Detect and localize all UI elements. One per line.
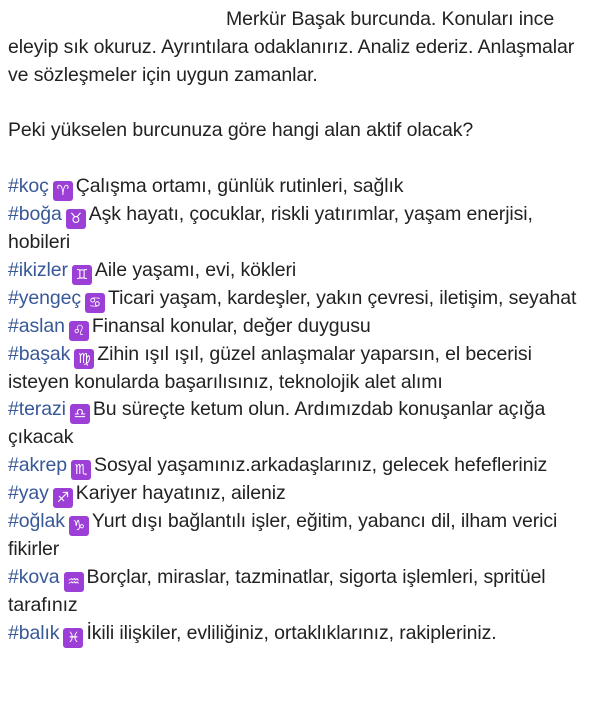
aquarius-icon: ♒ xyxy=(64,572,84,592)
pisces-icon: ♓ xyxy=(63,628,83,648)
intro-paragraph: eleyip sık okuruz. Ayrıntılara odaklanırız. Analiz ederiz. Anlaşmalar ve sözleşmeler için uygun zamanlar. xyxy=(8,35,575,86)
taurus-icon: ♉ xyxy=(66,209,86,229)
hashtag-link[interactable]: #kova xyxy=(8,565,60,588)
zodiac-row xyxy=(8,285,594,313)
hashtag-link[interactable]: #yengeç xyxy=(8,286,82,309)
hashtag-link[interactable]: #boğa xyxy=(8,202,62,225)
zodiac-row xyxy=(8,341,594,397)
question-text: Peki yükselen burcunuza göre hangi alan aktif olacak? xyxy=(8,119,474,142)
scorpio-icon: ♏ xyxy=(71,460,91,480)
hashtag-link[interactable]: #yay xyxy=(8,482,49,505)
zodiac-description: Finansal konular, değer duygusu xyxy=(91,314,371,337)
hashtag-link[interactable]: #oğlak xyxy=(8,510,65,533)
zodiac-description: Zihin ışıl ışıl, güzel anlaşmalar yaparsın, el becerisi isteyen konularda başarılısınız, teknolojik alet alımı xyxy=(8,342,532,393)
zodiac-description: İkili ilişkiler, evliliğiniz, ortaklıklarınız, rakipleriniz. xyxy=(86,621,497,644)
zodiac-description: Sosyal yaşamınız.arkadaşlarınız, gelecek hefefleriniz xyxy=(94,454,548,477)
aries-icon: ♈ xyxy=(53,181,73,201)
spacer xyxy=(8,145,594,173)
gemini-icon: ♊ xyxy=(72,265,92,285)
zodiac-description: Kariyer hayatınız, aileniz xyxy=(75,482,286,505)
zodiac-description: Aile yaşamı, evi, kökleri xyxy=(94,258,297,281)
hashtag-link[interactable]: #balık xyxy=(8,621,60,644)
leo-icon: ♌ xyxy=(69,321,89,341)
zodiac-row xyxy=(8,480,594,508)
hashtag-link[interactable]: #aslan xyxy=(8,314,65,337)
zodiac-row xyxy=(8,564,594,620)
zodiac-description: Ticari yaşam, kardeşler, yakın çevresi, iletişim, seyahat xyxy=(108,286,577,309)
zodiac-description: Bu süreçte ketum olun. Ardımızdab konuşanlar açığa çıkacak xyxy=(8,398,546,449)
zodiac-description: Yurt dışı bağlantılı işler, eğitim, yabancı dil, ilham verici fikirler xyxy=(8,510,558,561)
spacer xyxy=(8,89,594,117)
zodiac-row xyxy=(8,620,594,648)
sagittarius-icon: ♐ xyxy=(53,488,73,508)
zodiac-row xyxy=(8,508,594,564)
hashtag-link[interactable]: #koç xyxy=(8,174,49,197)
virgo-icon: ♍ xyxy=(74,349,94,369)
hashtag-link[interactable]: #akrep xyxy=(8,454,68,477)
cancer-icon: ♋ xyxy=(85,293,105,313)
zodiac-row xyxy=(8,396,594,452)
zodiac-description: Çalışma ortamı, günlük rutinleri, sağlık xyxy=(75,174,404,197)
zodiac-description: Aşk hayatı, çocuklar, riskli yatırımlar, yaşam enerjisi, hobileri xyxy=(8,202,533,253)
hashtag-link[interactable]: #terazi xyxy=(8,398,66,421)
hashtag-link[interactable]: #başak xyxy=(8,342,71,365)
capricorn-icon: ♑ xyxy=(69,516,89,536)
zodiac-row xyxy=(8,173,594,201)
zodiac-row xyxy=(8,452,594,480)
zodiac-list xyxy=(8,173,594,648)
intro-first-line: Merkür Başak burcunda. Konuları ince xyxy=(226,8,555,30)
zodiac-description: Borçlar, miraslar, tazminatlar, sigorta işlemleri, spritüel tarafınız xyxy=(8,565,546,616)
post-body xyxy=(8,6,594,648)
hashtag-link[interactable]: #ikizler xyxy=(8,258,68,281)
zodiac-row xyxy=(8,313,594,341)
zodiac-row xyxy=(8,201,594,257)
libra-icon: ♎ xyxy=(70,404,90,424)
zodiac-row xyxy=(8,257,594,285)
